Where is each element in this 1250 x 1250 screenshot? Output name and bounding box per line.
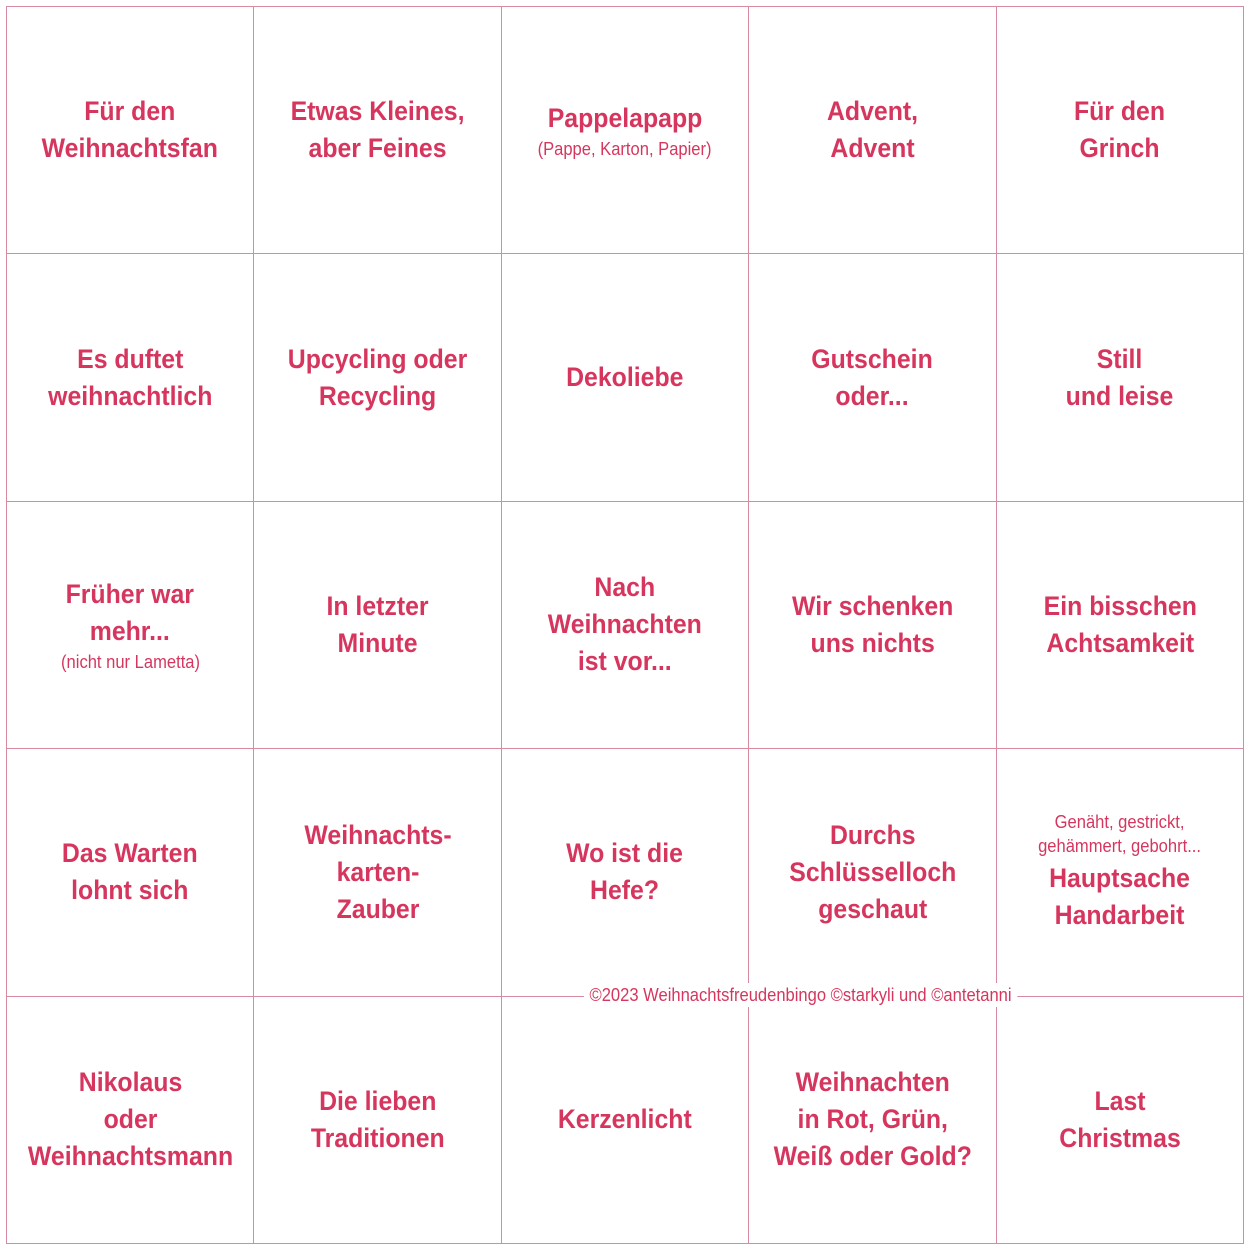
cell-title: Für den Grinch bbox=[1074, 96, 1166, 164]
bingo-cell[interactable] bbox=[502, 997, 749, 1244]
cell-title: Weihnachten in Rot, Grün, Weiß oder Gold? bbox=[773, 1067, 972, 1172]
bingo-cell[interactable] bbox=[997, 7, 1244, 254]
cell-title: Ein bisschen Achtsamkeit bbox=[1043, 590, 1197, 658]
cell-subtitle: (nicht nur Lametta) bbox=[60, 651, 200, 672]
bingo-cell[interactable] bbox=[749, 254, 996, 501]
cell-title: Es duftet weihnachtlich bbox=[48, 343, 213, 411]
cell-title: Last Christmas bbox=[1059, 1085, 1181, 1153]
cell-title: Pappelapapp bbox=[547, 102, 703, 133]
bingo-cell[interactable] bbox=[997, 254, 1244, 501]
cell-title: Nikolaus oder Weihnachtsmann bbox=[27, 1067, 233, 1172]
bingo-cell[interactable] bbox=[749, 502, 996, 749]
cell-title: Still und leise bbox=[1065, 343, 1174, 411]
bingo-cell[interactable] bbox=[749, 997, 996, 1244]
bingo-cell[interactable] bbox=[502, 254, 749, 501]
bingo-cell[interactable] bbox=[254, 7, 501, 254]
bingo-cell[interactable] bbox=[749, 7, 996, 254]
cell-title: Für den Weihnachtsfan bbox=[42, 96, 219, 164]
bingo-cell[interactable] bbox=[7, 7, 254, 254]
bingo-cell[interactable] bbox=[997, 749, 1244, 996]
bingo-cell[interactable] bbox=[254, 254, 501, 501]
bingo-cell[interactable] bbox=[254, 502, 501, 749]
cell-title: Advent, Advent bbox=[826, 96, 918, 164]
cell-title: Das Warten lohnt sich bbox=[62, 838, 199, 906]
cell-title: Wo ist die Hefe? bbox=[566, 838, 684, 906]
cell-title: Gutschein oder... bbox=[811, 343, 934, 411]
bingo-cell[interactable] bbox=[7, 502, 254, 749]
cell-title: Kerzenlicht bbox=[558, 1104, 692, 1135]
cell-title: Etwas Kleines, aber Feines bbox=[290, 96, 465, 164]
cell-title: Weihnachts- karten- Zauber bbox=[303, 819, 452, 924]
bingo-cell[interactable] bbox=[254, 749, 501, 996]
cell-title: Früher war mehr... bbox=[66, 578, 195, 646]
bingo-cell[interactable] bbox=[254, 997, 501, 1244]
bingo-cell[interactable] bbox=[7, 254, 254, 501]
cell-subtitle: (Pappe, Karton, Papier) bbox=[538, 138, 712, 159]
cell-title: Die lieben Traditionen bbox=[310, 1085, 445, 1153]
bingo-cell[interactable] bbox=[997, 502, 1244, 749]
bingo-board bbox=[6, 6, 1244, 1244]
cell-title: Hauptsache Handarbeit bbox=[1049, 863, 1191, 931]
cell-title: Upcycling oder Recycling bbox=[287, 343, 468, 411]
bingo-cell[interactable] bbox=[749, 749, 996, 996]
bingo-cell[interactable] bbox=[7, 749, 254, 996]
cell-title: Wir schenken uns nichts bbox=[791, 590, 954, 658]
cell-pretitle: Genäht, gestrickt, gehämmert, gebohrt... bbox=[1038, 812, 1202, 857]
bingo-cell[interactable] bbox=[502, 7, 749, 254]
cell-title: In letzter Minute bbox=[326, 590, 429, 658]
cell-title: Nach Weihnachten ist vor... bbox=[547, 572, 703, 677]
bingo-cell[interactable] bbox=[7, 997, 254, 1244]
cell-title: Durchs Schlüsselloch geschaut bbox=[788, 819, 956, 924]
bingo-cell[interactable] bbox=[502, 502, 749, 749]
copyright-notice: ©2023 Weihnachtsfreudenbingo ©starkyli und ©antetanni bbox=[584, 983, 1017, 1007]
bingo-cell[interactable] bbox=[502, 749, 749, 996]
cell-title: Dekoliebe bbox=[566, 362, 684, 393]
bingo-cell[interactable] bbox=[997, 997, 1244, 1244]
